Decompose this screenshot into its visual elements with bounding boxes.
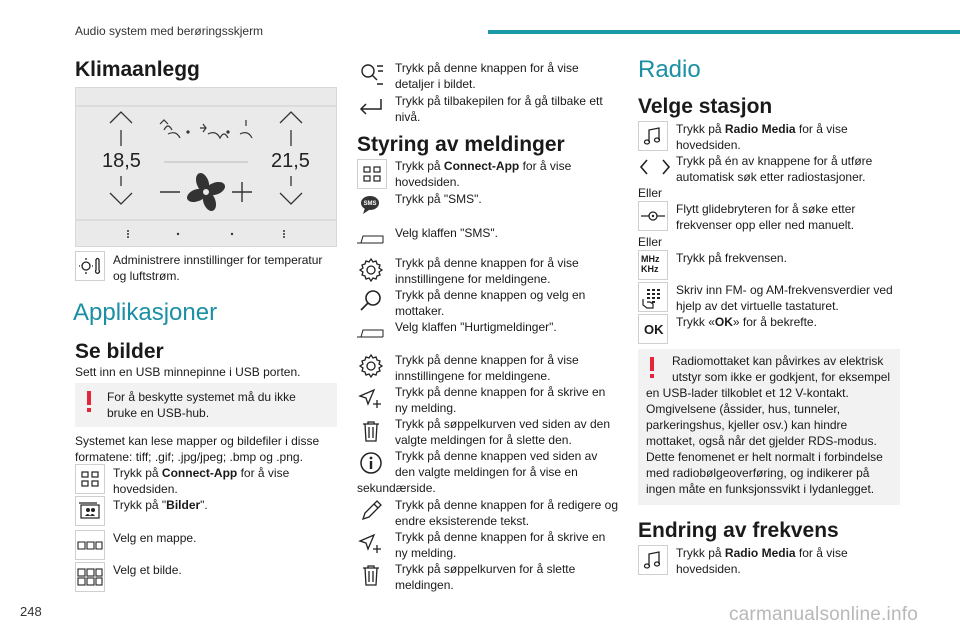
eller-text-2: Eller (638, 235, 663, 249)
new-message-icon (357, 384, 387, 414)
music-note-icon (638, 545, 668, 575)
usb-intro-text: Sett inn en USB minnepinne i USB porten. (75, 365, 301, 379)
heading-styring-av-meldinger: Styring av meldinger (357, 133, 565, 156)
warning-box-usb-hub (75, 383, 337, 427)
sms-icon (357, 192, 387, 222)
temperature-right: 21,5 (271, 150, 310, 172)
details-search-icon (357, 60, 387, 90)
back-arrow-icon (357, 93, 387, 123)
tab-icon (357, 225, 387, 255)
eller-text-1: Eller (638, 186, 663, 200)
heading-se-bilder: Se bilder (75, 340, 164, 363)
slider-icon (638, 201, 668, 231)
new-message-icon (357, 529, 387, 559)
running-header: Audio system med berøringsskjerm (75, 24, 264, 38)
climate-settings-text: Administrere innstillinger for temperatur og luftstrøm. (113, 253, 323, 283)
watermark: carmanualsonline.info (728, 604, 918, 625)
temperature-left: 18,5 (102, 150, 141, 172)
chevrons-left-right-icon (638, 153, 674, 183)
heading-velge-stasjon: Velge stasjon (638, 95, 773, 118)
keypad-icon (638, 282, 668, 312)
warning-icon (650, 357, 654, 371)
heading-klimaanlegg: Klimaanlegg (75, 58, 200, 81)
grid-apps-icon (75, 464, 105, 494)
folder-list-icon (75, 530, 105, 560)
mhz-khz-icon: MHz KHz (638, 250, 668, 280)
music-note-icon (638, 121, 668, 151)
warning-text: For å beskytte systemet må du ikke bruke en USB-hub. (107, 390, 296, 420)
header-accent-bar (488, 30, 960, 34)
warning-icon (87, 391, 91, 405)
heading-radio: Radio (638, 56, 701, 83)
sekundaerside-text: sekundærside. (357, 481, 436, 495)
image-grid-icon (75, 562, 105, 592)
formats-text: Systemet kan lese mapper og bildefiler i disse formatene: tiff; .gif; .jpg/jpeg; .bmp og .png. (75, 434, 320, 464)
page-number: 248 (20, 604, 42, 619)
trash-icon (357, 561, 387, 591)
search-icon (357, 287, 387, 317)
grid-apps-icon (357, 159, 387, 189)
heading-endring-av-frekvens: Endring av frekvens (638, 519, 839, 542)
sms-badge-text: SMS (363, 201, 377, 207)
gear-icon (357, 352, 387, 382)
heading-applikasjoner: Applikasjoner (73, 299, 218, 326)
warning-box-radio-reception: Radiomottaket kan påvirkes av elektrisk utstyr som ikke er godkjent, for eksempel en USB-lader tilkoblet et 12 V-kontakt. Omgivelsene (åssider, hus, tunneler, parkeringshus, kjeller osv.) kan hindre mottaket, også når det gjelder RDS-modus. Dette fenomenet er helt normalt i forbindelse med radiobølgeoverføring, og indikerer på ingen måte en funksjonssvikt i lydanlegget. (638, 349, 900, 505)
ok-icon: OK (638, 314, 668, 344)
climate-settings-icon (75, 251, 105, 281)
gear-icon (357, 256, 387, 286)
climate-panel-illustration (75, 87, 337, 247)
tab-icon (357, 319, 387, 349)
trash-icon (357, 417, 387, 447)
photos-icon (75, 496, 105, 526)
pencil-icon (357, 497, 387, 527)
info-icon (357, 449, 387, 479)
